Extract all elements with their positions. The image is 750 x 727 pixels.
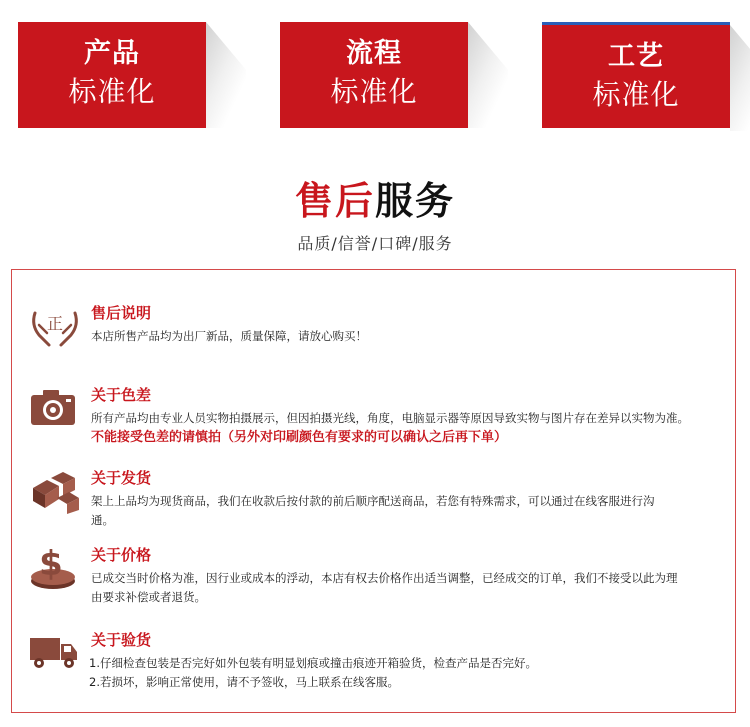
- badge-shadow: [468, 22, 508, 128]
- badge-product-standard: [18, 22, 206, 128]
- svg-text:$: $: [39, 545, 63, 584]
- inspection-line-2: 2.若损坏，影响正常使用，请不予签收，马上联系在线客服。: [89, 675, 399, 689]
- section-text: [89, 654, 689, 692]
- section-text-normal: 所有产品均由专业人员实物拍摄展示，但因拍摄光线，角度，电脑显示器等原因导致实物与图片存在差异以实物为准。: [91, 411, 689, 425]
- badge-craft-standard: [542, 22, 730, 128]
- dollar-icon: [29, 545, 81, 591]
- section-heading: 关于验货: [91, 631, 152, 649]
- inspection-line-1: 1.仔细检查包装是否完好如外包装有明显划痕或撞击痕迹开箱验货，检查产品是否完好。: [89, 656, 537, 670]
- badge-shadow: [206, 22, 246, 128]
- badge-line2: 标准化: [330, 75, 418, 108]
- section-heading: 售后说明: [91, 304, 152, 322]
- title-red-part: 售后: [294, 179, 375, 223]
- hands-zheng-icon: [29, 303, 81, 349]
- badge-line1: 工艺: [608, 41, 664, 72]
- badge-line2: 标准化: [592, 78, 680, 111]
- title-black-part: 服务: [375, 179, 456, 223]
- section-text: 本店所售产品均为出厂新品，质量保障，请放心购买！: [91, 329, 367, 343]
- section-text: [91, 409, 691, 447]
- badge-line1: 产品: [84, 38, 140, 69]
- truck-icon: [29, 630, 81, 676]
- boxes-icon: [29, 468, 81, 514]
- camera-icon: [29, 385, 81, 431]
- section-heading: 关于色差: [91, 386, 152, 404]
- badge-process-standard: [280, 22, 468, 128]
- badge-line2: 标准化: [68, 75, 156, 108]
- section-text: 架上上品均为现货商品，我们在收款后按付款的前后顺序配送商品，若您有特殊需求，可以通过在线客服进行沟通。: [91, 494, 655, 527]
- badge-shadow: [730, 25, 750, 131]
- page-subtitle: 品质/信誉/口碑/服务: [297, 234, 453, 253]
- svg-text:正: 正: [46, 314, 64, 333]
- page-title: [0, 177, 750, 225]
- section-heading: 关于价格: [91, 546, 152, 564]
- section-heading: 关于发货: [91, 469, 152, 487]
- section-text-highlight: 不能接受色差的请慎拍（另外对印刷颜色有要求的可以确认之后再下单）: [91, 430, 508, 445]
- section-text: 已成交当时价格为准，因行业或成本的浮动，本店有权去价格作出适当调整，已经成交的订单，我们不接受以此为理由要求补偿或者退货。: [91, 571, 678, 604]
- badge-line1: 流程: [346, 38, 402, 69]
